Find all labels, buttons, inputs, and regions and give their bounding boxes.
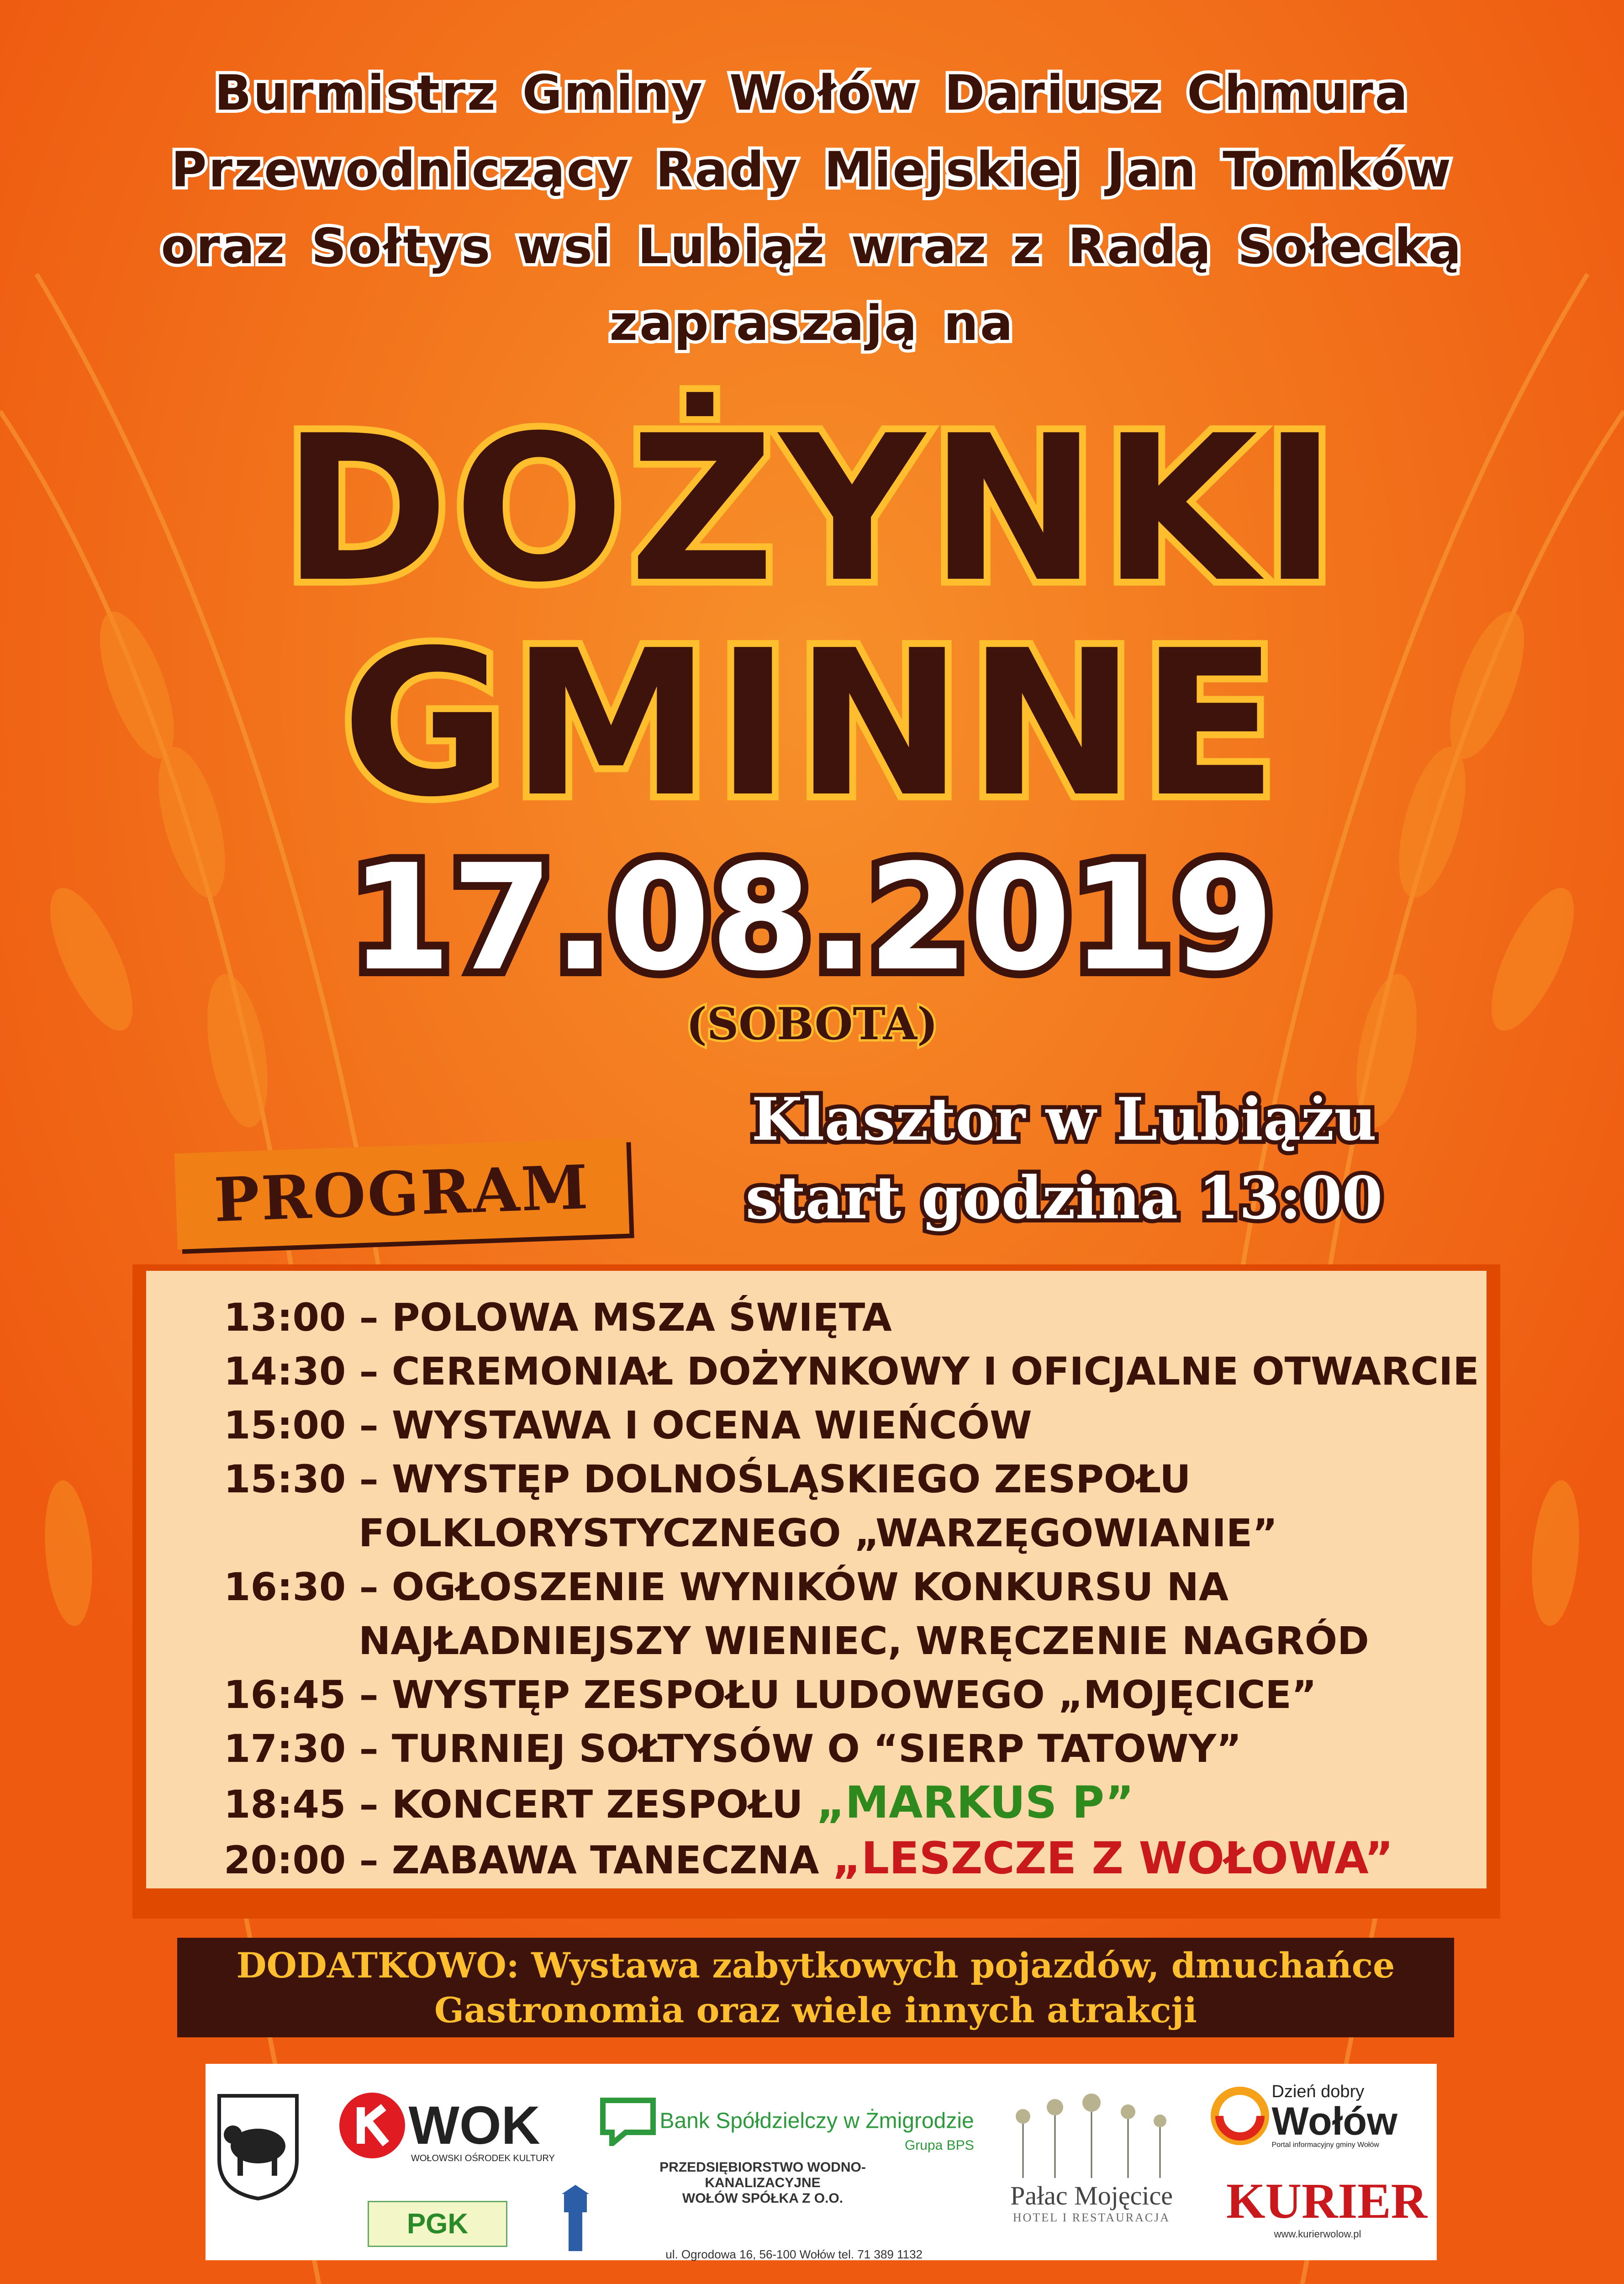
dzien-dobry-main: Wołów — [1271, 2099, 1397, 2143]
schedule-item — [224, 1776, 1457, 1831]
schedule-item-text: 13:00 – POLOWA MSZA ŚWIĘTA — [224, 1295, 892, 1340]
extra-line-1: DODATKOWO: Wystawa zabytkowych pojazdów, dmuchańce — [236, 1945, 1395, 1986]
coat-of-arms-icon — [215, 2091, 301, 2201]
venue-line-2: start godzina 13:00 — [745, 1164, 1383, 1232]
intro-text — [0, 55, 1624, 362]
extra-info — [177, 1943, 1454, 2033]
dzien-dobry-icon — [1210, 2086, 1270, 2146]
program-label-tag — [174, 1138, 630, 1249]
dzien-dobry-logo — [1210, 2082, 1420, 2149]
event-date: 17.08.2019 — [349, 833, 1275, 1003]
intro-line-3: oraz Sołtys wsi Lubiąż wraz z Radą Sołecką — [161, 218, 1463, 275]
intro-line-2: Przewodniczący Rady Miejskiej Jan Tomków — [171, 142, 1453, 198]
schedule-item — [224, 1722, 1457, 1776]
schedule-item — [224, 1398, 1457, 1452]
flowers-icon — [1005, 2091, 1178, 2178]
event-title — [0, 392, 1624, 841]
schedule-item — [224, 1560, 1457, 1668]
intro-line-1: Burmistrz Gminy Wołów Dariusz Chmura — [214, 65, 1410, 121]
schedule-item-continuation: FOLKLORYSTYCZNEGO „WARZĘGOWIANIE” — [359, 1511, 1278, 1555]
schedule-item-text: 20:00 – ZABAWA TANECZNA — [224, 1838, 833, 1882]
wok-icon — [338, 2091, 406, 2160]
schedule-item — [224, 1831, 1457, 1887]
title-line-2: GMINNE — [342, 607, 1282, 841]
schedule-item-text: 16:30 – OGŁOSZENIE WYNIKÓW KONKURSU NA — [224, 1565, 1229, 1609]
kurier-url: www.kurierwolow.pl — [1274, 2228, 1361, 2240]
schedule-item — [224, 1290, 1457, 1344]
pgk-logo — [368, 2201, 507, 2247]
venue-line-1: Klasztor w Lubiążu — [751, 1085, 1377, 1154]
wok-subtitle: WOŁOWSKI OŚRODEK KULTURY — [411, 2153, 555, 2163]
schedule-item-text: 15:00 – WYSTAWA I OCENA WIEŃCÓW — [224, 1403, 1032, 1448]
venue-info — [676, 1080, 1452, 1237]
pwk-company — [603, 2160, 923, 2262]
schedule-item-text: 14:30 – CEREMONIAŁ DOŻYNKOWY I OFICJALNE OTWARCIE — [224, 1349, 1479, 1394]
sponsor-logos-bar — [206, 2064, 1437, 2260]
schedule-item-text: 15:30 – WYSTĘP DOLNOŚLĄSKIEGO ZESPOŁU — [224, 1457, 1191, 1502]
band-name-leszcze: „LESZCZE Z WOŁOWA” — [832, 1833, 1393, 1884]
bank-logo — [598, 2096, 974, 2153]
event-weekday: (SOBOTA) — [686, 998, 938, 1050]
extra-line-2: Gastronomia oraz wiele innych atrakcji — [434, 1990, 1197, 2030]
bank-name: Bank Spółdzielczy w Żmigrodzie — [659, 2109, 974, 2133]
wok-text: WOK — [408, 2095, 540, 2156]
schedule-item — [224, 1452, 1457, 1560]
schedule-item-text: 16:45 – WYSTĘP ZESPOŁU LUDOWEGO „MOJĘCICE” — [224, 1672, 1317, 1717]
pwk-address: ul. Ogrodowa 16, 56-100 Wołów tel. 71 389 1132 — [665, 2247, 923, 2261]
palac-name: Pałac Mojęcice — [1010, 2181, 1173, 2210]
dzien-dobry-sub: Portal informacyjny gminy Wołów — [1271, 2141, 1379, 2149]
schedule-item — [224, 1668, 1457, 1722]
pwk-line-2: WOŁÓW SPÓŁKA Z O.O. — [682, 2191, 844, 2206]
title-line-1: DOŻYNKI — [282, 392, 1342, 626]
schedule-item-continuation: NAJŁADNIEJSZY WIENIEC, WRĘCZENIE NAGRÓD — [359, 1618, 1369, 1663]
pgk-text: PGK — [406, 2208, 469, 2240]
bank-subtitle: Grupa BPS — [904, 2138, 974, 2153]
schedule-item-text: 18:45 – KONCERT ZESPOŁU — [224, 1782, 817, 1827]
band-name-markus: „MARKUS P” — [816, 1777, 1134, 1828]
pwk-line-1: PRZEDSIĘBIORSTWO WODNO-KANALIZACYJNE — [659, 2160, 866, 2190]
intro-line-4: zapraszają na — [609, 295, 1015, 351]
kurier-logo — [1226, 2173, 1428, 2242]
palac-logo — [991, 2091, 1192, 2225]
bank-icon — [598, 2096, 658, 2146]
schedule-item — [224, 1344, 1479, 1398]
water-tower-icon — [557, 2185, 594, 2253]
schedule-list — [224, 1290, 1479, 1887]
kurier-text: KURIER — [1226, 2173, 1428, 2229]
palac-subtitle: HOTEL I RESTAURACJA — [1012, 2211, 1171, 2224]
program-label: PROGRAM — [213, 1152, 591, 1236]
dzien-dobry-top: Dzień dobry — [1271, 2082, 1365, 2101]
wok-logo — [338, 2091, 555, 2164]
schedule-item-text: 17:30 – TURNIEJ SOŁTYSÓW O “SIERP TATOWY” — [224, 1726, 1242, 1771]
